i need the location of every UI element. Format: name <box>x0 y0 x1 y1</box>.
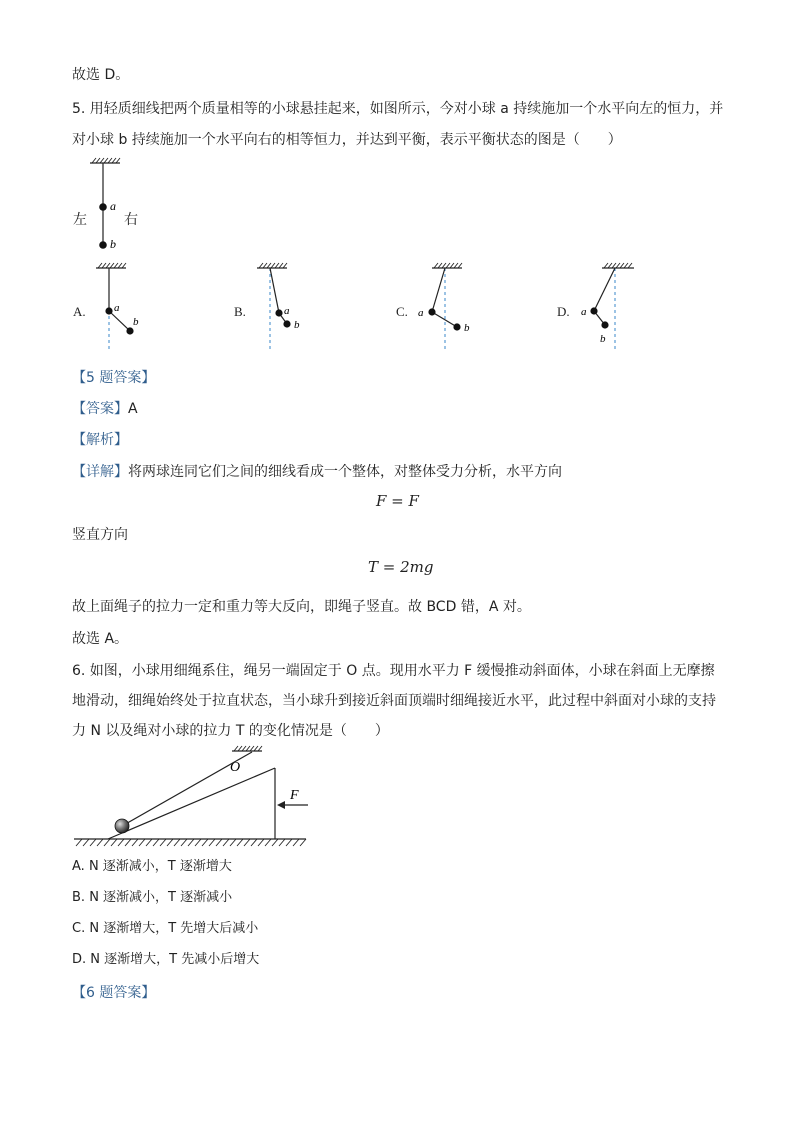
ball-a <box>99 203 107 211</box>
ball <box>115 819 129 833</box>
a-label: a <box>418 307 424 319</box>
q6-stem-line1: 6. 如图，小球用细绳系住，绳另一端固定于 O 点。现用水平力 F 缓慢推动斜面体，小球在斜面上无摩擦 <box>72 663 715 679</box>
q5-option-a-letter: A. <box>73 304 86 319</box>
q5-reference-figure <box>70 155 150 255</box>
label-a: a <box>110 199 116 213</box>
q5-answer-header: 【5 题答案】 <box>72 370 156 386</box>
q5-option-c-letter: C. <box>396 304 408 319</box>
q5-stem-line2: 对小球 b 持续施加一个水平向右的相等恒力，并达到平衡，表示平衡状态的图是（ ） <box>72 132 622 148</box>
q5-option-b-figure <box>249 260 319 355</box>
label-F: F <box>290 788 299 803</box>
equation-horizontal: F = F <box>376 492 419 510</box>
q5-stem-line1: 5. 用轻质细线把两个质量相等的小球悬挂起来，如图所示，今对小球 a 持续施加一个水平向左的恒力，并 <box>72 101 724 117</box>
detail-label: 【详解】 <box>72 464 128 480</box>
q5-conclusion-text: 故上面绳子的拉力一定和重力等大反向，即绳子竖直。故 BCD 错，A 对。 <box>72 599 531 615</box>
q5-option-c-figure <box>412 260 487 355</box>
b-label: b <box>133 316 139 328</box>
q6-stem-line2: 地滑动，细绳始终处于拉直状态，当小球升到接近斜面顶端时细绳接近水平，此过程中斜面对小球的支持 <box>72 693 716 709</box>
b-label: b <box>294 319 300 331</box>
a-label: a <box>114 302 120 314</box>
a-label: a <box>581 306 587 318</box>
answer-label: 【答案】 <box>72 401 128 417</box>
q5-option-d-letter: D. <box>557 304 570 319</box>
fig-right-label: 右 <box>124 212 138 228</box>
q6-incline-figure <box>70 742 315 852</box>
fig-left-label: 左 <box>73 212 87 228</box>
q5-option-b-letter: B. <box>234 304 246 319</box>
a-label: a <box>284 305 290 317</box>
b-label: b <box>600 333 606 345</box>
q6-answer-header: 【6 题答案】 <box>72 985 156 1001</box>
analysis-header: 【解析】 <box>72 432 128 448</box>
q5-final-choice: 故选 A。 <box>72 631 129 647</box>
q6-option-d-text: N 逐渐增大，T 先减小后增大 <box>90 952 260 967</box>
q6-option-a-letter: A. <box>72 859 85 874</box>
label-O: O <box>230 760 241 775</box>
q6-option-c-letter: C. <box>72 921 86 936</box>
q6-stem-line3: 力 N 以及绳对小球的拉力 T 的变化情况是（ ） <box>72 723 389 739</box>
b-label: b <box>464 322 470 334</box>
q4-conclusion: 故选 D。 <box>72 67 130 83</box>
q6-option-d-letter: D. <box>72 952 87 967</box>
q6-option-a-text: N 逐渐减小，T 逐渐增大 <box>88 859 232 874</box>
q6-option-b-letter: B. <box>72 890 86 905</box>
vertical-label: 竖直方向 <box>72 527 128 543</box>
label-b: b <box>110 237 116 251</box>
answer-value: A <box>128 401 138 417</box>
detail-text: 将两球连同它们之间的细线看成一个整体，对整体受力分析，水平方向 <box>128 464 562 480</box>
equation-vertical: T = 2mg <box>368 558 434 576</box>
q6-option-b-text: N 逐渐减小，T 逐渐减小 <box>89 890 233 905</box>
ball-b <box>99 241 107 249</box>
q6-option-c-text: N 逐渐增大，T 先增大后减小 <box>89 921 259 936</box>
q5-option-d-figure <box>572 260 647 355</box>
q5-option-a-figure <box>88 260 158 355</box>
